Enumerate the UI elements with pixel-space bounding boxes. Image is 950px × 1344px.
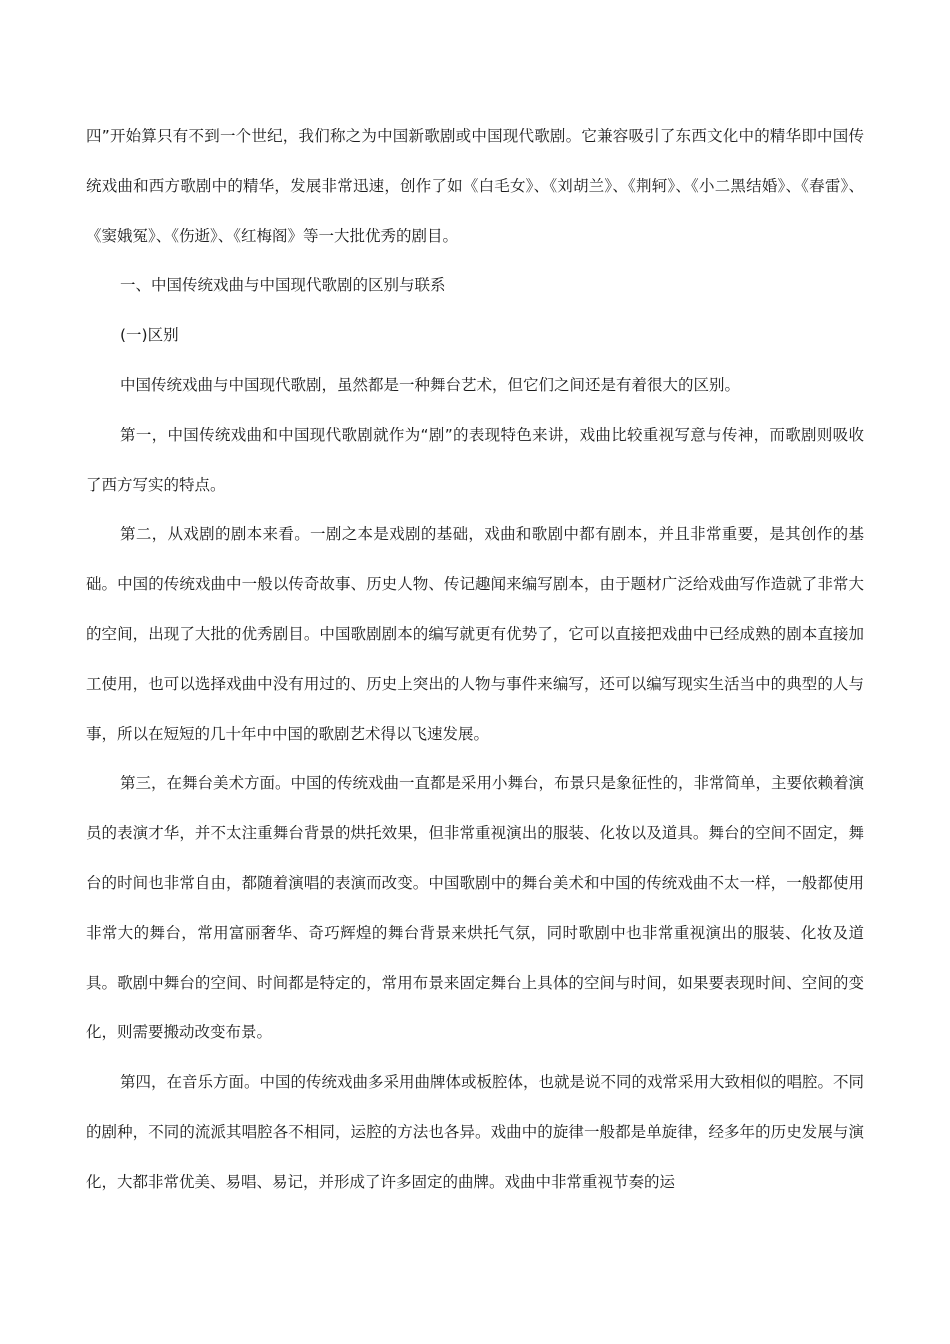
subsection-heading: (一)区别 (120, 326, 179, 345)
document-body (86, 112, 864, 1208)
paragraph-fourth-point: 第四，在音乐方面。中国的传统戏曲多采用曲牌体或板腔体，也就是说不同的戏常采用大致相似的唱腔。不同的剧种，不同的流派其唱腔各不相同，运腔的方法也各异。戏曲中的旋律一般都是单旋律，经多年的历史发展与演化，大都非常优美、易唱、易记，并形成了许多固定的曲牌。戏曲中非常重视节奏的运 (86, 1073, 865, 1191)
paragraph-third-point: 第三，在舞台美术方面。中国的传统戏曲一直都是采用小舞台，布景只是象征性的，非常简单，主要依赖着演员的表演才华，并不太注重舞台背景的烘托效果，但非常重视演出的服装、化妆以及道具。舞台的空间不固定，舞台的时间也非常自由，都随着演唱的表演而改变。中国歌剧中的舞台美术和中国的传统戏曲不太一样，一般都使用非常大的舞台，常用富丽奢华、奇巧辉煌的舞台背景来烘托气氛，同时歌剧中也非常重视演出的服装、化妆及道具。歌剧中舞台的空间、时间都是特定的，常用布景来固定舞台上具体的空间与时间，如果要表现时间、空间的变化，则需要搬动改变布景。 (86, 774, 865, 1042)
section-heading: 一、中国传统戏曲与中国现代歌剧的区别与联系 (120, 276, 446, 295)
paragraph-continuation: 四”开始算只有不到一个世纪，我们称之为中国新歌剧或中国现代歌剧。它兼容吸引了东西文化中的精华即中国传统戏曲和西方歌剧中的精华，发展非常迅速，创作了如《白毛女》、《刘胡兰》、《荆轲》、《小二黑结婚》、《春雷》、《窦娥冤》、《伤逝》、《红梅阁》等一大批优秀的剧目。 (86, 127, 864, 245)
paragraph-second-point: 第二，从戏剧的剧本来看。一剧之本是戏剧的基础，戏曲和歌剧中都有剧本，并且非常重要，是其创作的基础。中国的传统戏曲中一般以传奇故事、历史人物、传记趣闻来编写剧本，由于题材广泛给戏曲写作造就了非常大的空间，出现了大批的优秀剧目。中国歌剧剧本的编写就更有优势了，它可以直接把戏曲中已经成熟的剧本直接加工使用，也可以选择戏曲中没有用过的、历史上突出的人物与事件来编写，还可以编写现实生活当中的典型的人与事，所以在短短的几十年中中国的歌剧艺术得以飞速发展。 (86, 525, 864, 743)
paragraph-first-point: 第一，中国传统戏曲和中国现代歌剧就作为“剧”的表现特色来讲，戏曲比较重视写意与传神，而歌剧则吸收了西方写实的特点。 (86, 425, 864, 494)
paragraph-intro: 中国传统戏曲与中国现代歌剧，虽然都是一种舞台艺术，但它们之间还是有着很大的区别。 (120, 375, 741, 394)
